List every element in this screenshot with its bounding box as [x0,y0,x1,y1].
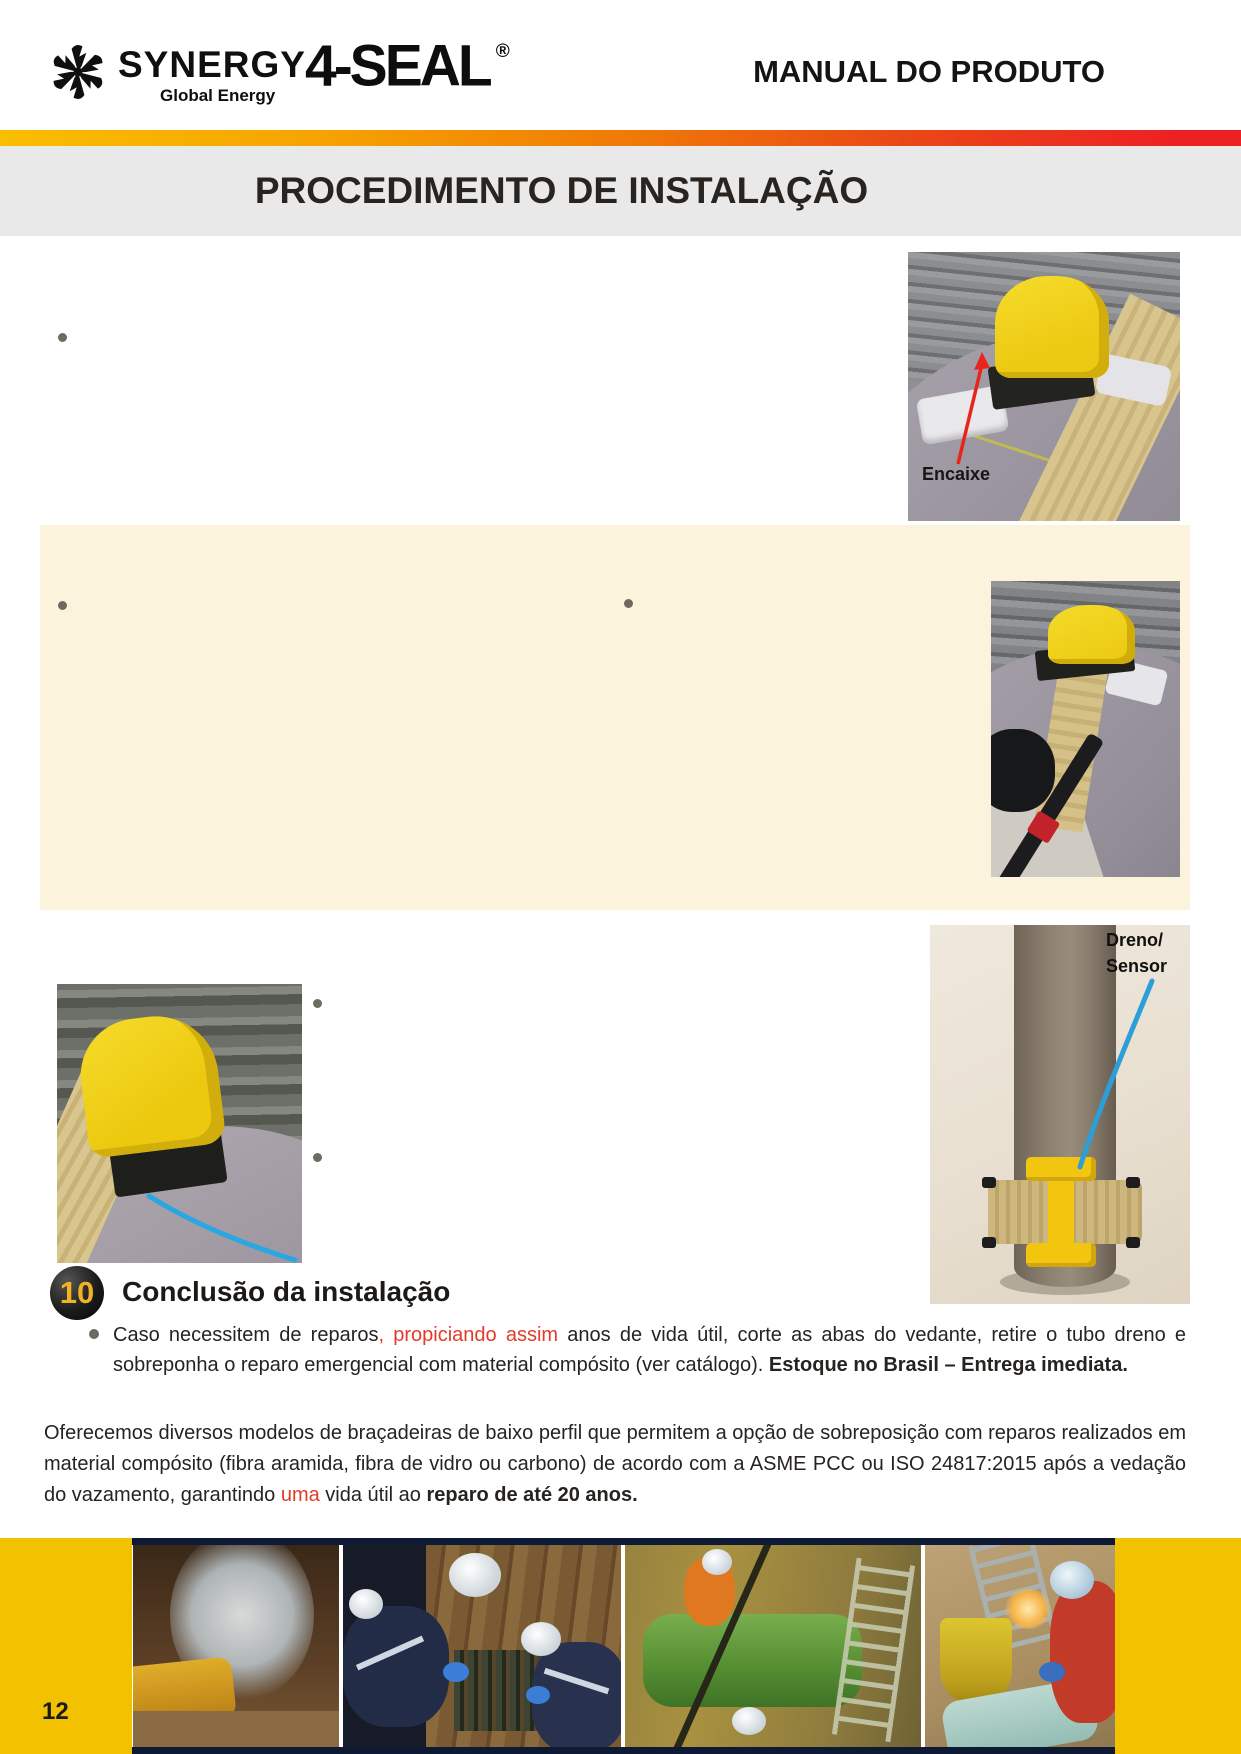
gradient-divider [0,130,1241,146]
document-title: MANUAL DO PRODUTO [753,54,1105,89]
dreno-sensor-label: Dreno/ [1106,930,1164,950]
bullet-marker [313,1153,322,1162]
photo-installed-clamp [57,984,302,1263]
photo-encaixe [908,252,1180,521]
bullet-marker [624,599,633,608]
helmet [349,1589,383,1619]
footer-photo-trench-work [925,1545,1115,1747]
closing-paragraph [44,1418,1186,1511]
ladder [832,1558,915,1742]
helmet [702,1549,732,1575]
photo-torque-wrench [991,581,1180,877]
paragraph-pre: Oferecemos diversos modelos de braçadeiras de baixo perfil que permitem a opção de sobreposição com reparos realizados em material compósito (fibra aramida, fibra de vidro ou carbono) de acordo com a ASME PCC ou ISO 24817:2015 após a vedação do vazamento, garantindo [44,1422,1186,1506]
bullet-marker [58,333,67,342]
bullet-text-pre: Caso necessitem de reparos [113,1324,379,1346]
bullet-text-red: , propiciando assim [378,1324,568,1346]
helmet [732,1707,766,1735]
step-number-badge: 10 [50,1266,104,1320]
drain-sensor-cable [930,925,1190,1304]
bullet-text-bold: Estoque no Brasil – Entrega imediata. [768,1354,1128,1376]
photo-dreno-sensor-render [930,925,1190,1304]
paragraph-red: uma [280,1484,320,1506]
yellow-bucket [940,1618,1012,1703]
bullet-text-mid: anos de vida útil, corte as abas do vedante, retire o tubo dreno e sobreponha o reparo emergencial com material compósito (ver catálogo). [113,1324,1187,1376]
footer-photo-trench-pipe [625,1545,921,1747]
worker-red [1050,1581,1115,1722]
section-heading: Conclusão da instalação [122,1276,451,1307]
helmet [449,1553,501,1597]
section-bullet-text [113,1320,1186,1380]
footer-photo-crew-repair [343,1545,621,1747]
brand-subtitle: Global Energy [160,86,276,105]
brand-name: SYNERGY [118,44,306,85]
green-pipe [643,1614,862,1707]
bullet-marker [313,999,322,1008]
product-name: 4-SEAL [305,33,490,99]
footer-photo-strip [132,1538,1115,1754]
paragraph-mid: vida útil ao [319,1484,427,1506]
strip-border [132,1538,1115,1545]
work-glove [991,729,1055,812]
dreno-sensor-label: Sensor [1106,956,1168,976]
bullet-marker [58,601,67,610]
page-title: PROCEDIMENTO DE INSTALAÇÃO [254,170,869,211]
paragraph-bold: reparo de até 20 anos. [426,1484,638,1506]
synergy-logo-icon [46,40,110,104]
product-logo [305,32,510,99]
footer-yellow-block-right [1115,1538,1241,1754]
dirt-mound [133,1711,339,1747]
yellow-clamp [1048,605,1135,664]
helmet [521,1622,561,1656]
encaixe-label: Encaixe [922,464,991,484]
bullet-marker [89,1329,99,1339]
drain-cable [57,984,302,1263]
footer-photo-leak-spray [133,1545,339,1747]
page-number: 12 [42,1698,69,1725]
strip-border [132,1747,1115,1754]
registered-mark: ® [495,40,510,62]
